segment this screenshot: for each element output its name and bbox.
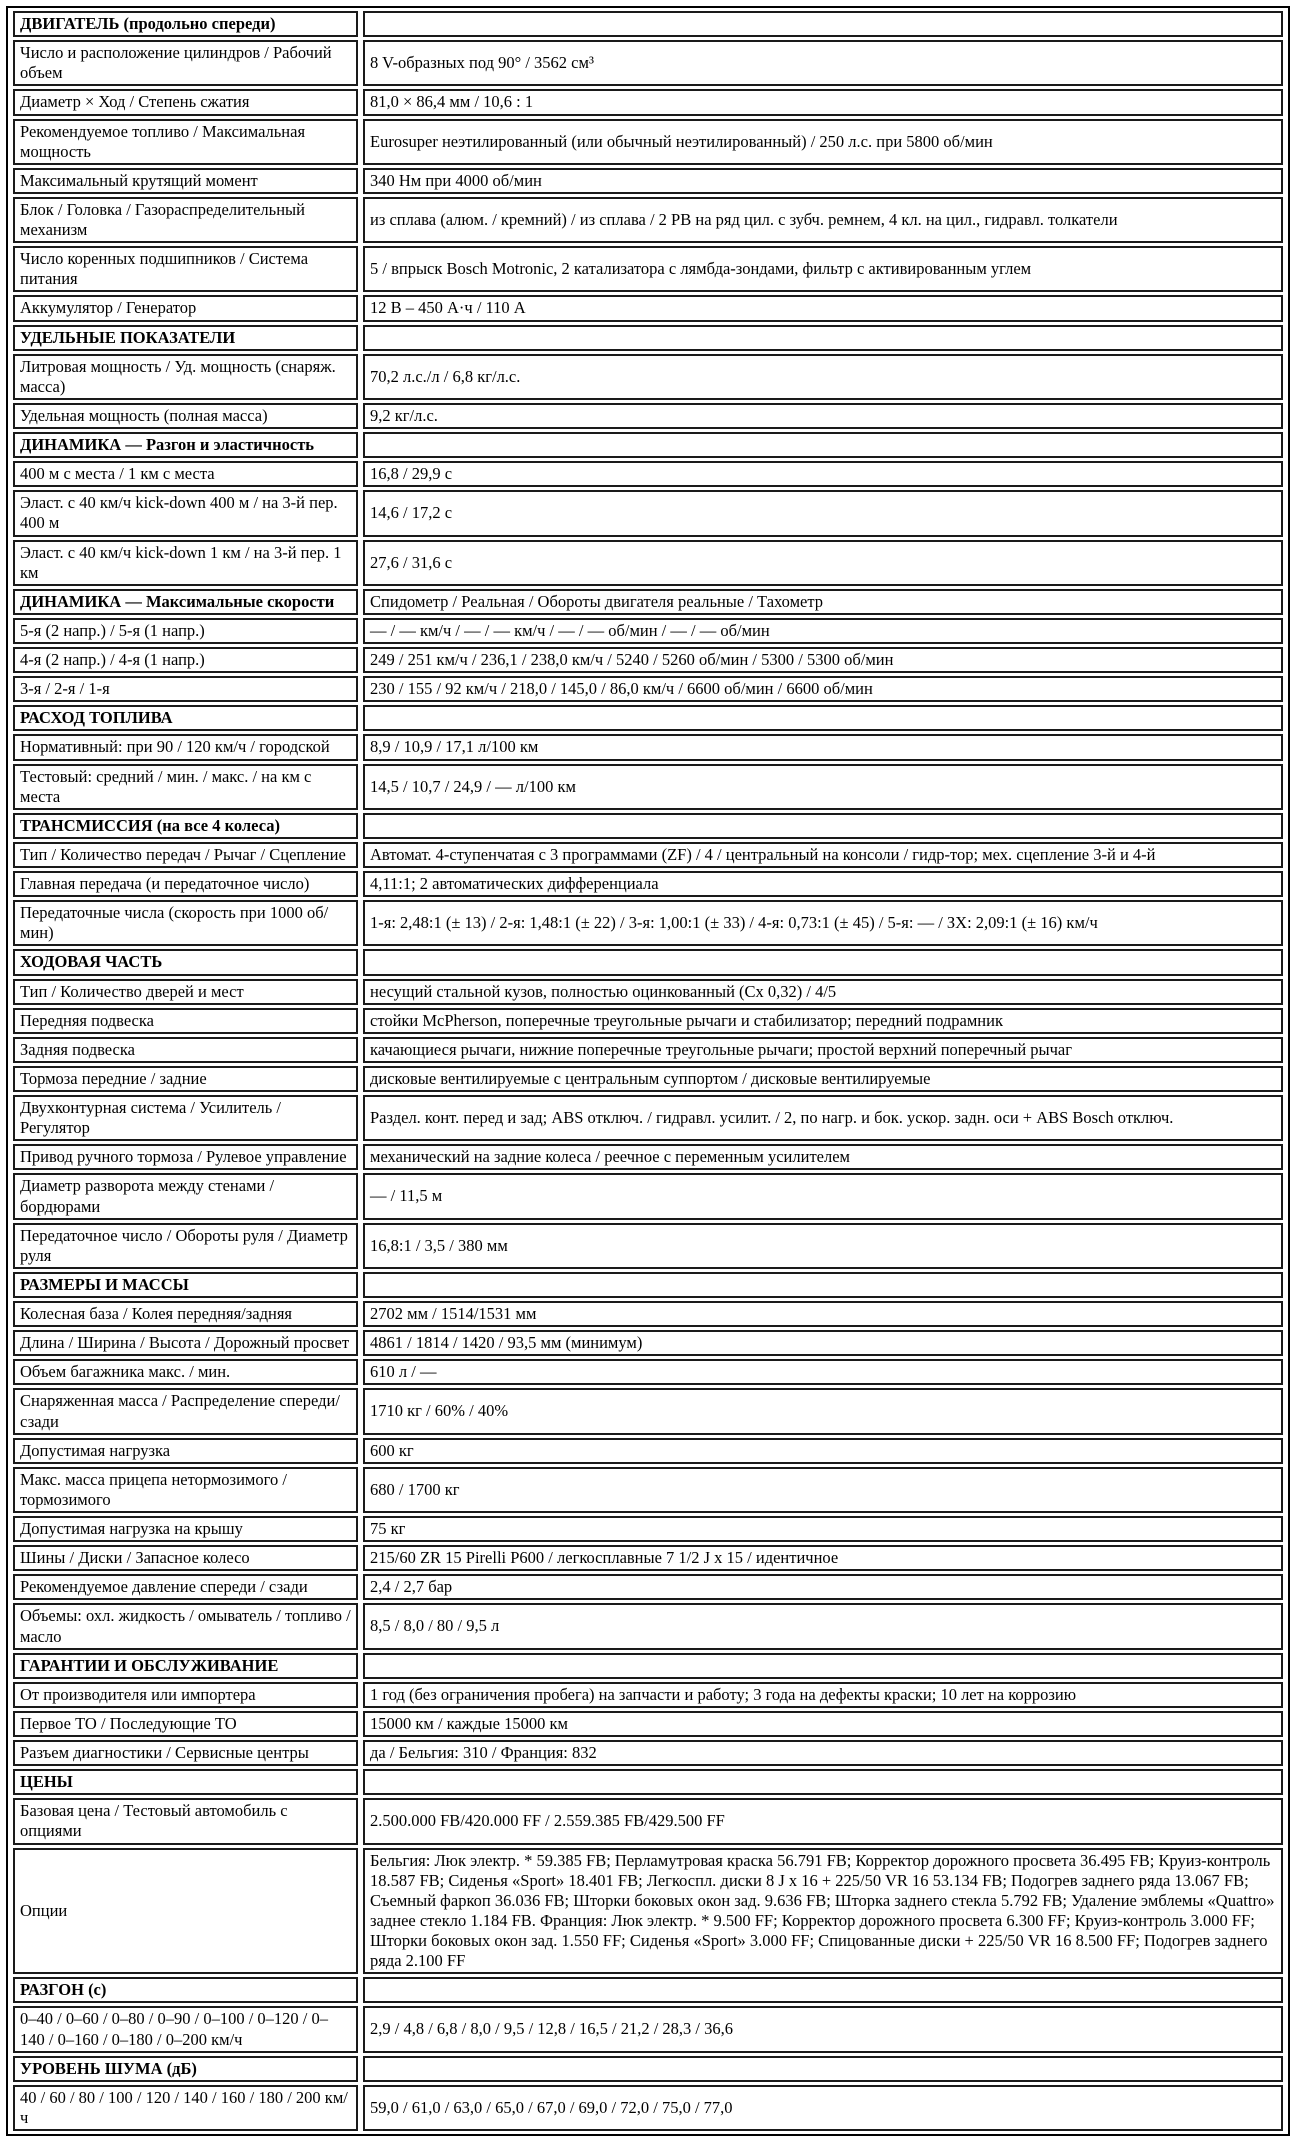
row-value: 5 / впрыск Bosch Motronic, 2 катализатора с лямбда-зондами, фильтр с активированным углем — [363, 246, 1283, 292]
table-row — [13, 1223, 1283, 1269]
row-value: несущий стальной кузов, полностью оцинкованный (Сх 0,32) / 4/5 — [363, 979, 1283, 1005]
table-row — [13, 2085, 1283, 2131]
row-label: Тип / Количество передач / Рычаг / Сцепление — [13, 842, 358, 868]
row-value: 2.500.000 FB/420.000 FF / 2.559.385 FB/429.500 FF — [363, 1798, 1283, 1844]
row-label: Задняя подвеска — [13, 1037, 358, 1063]
row-value: 12 В – 450 А·ч / 110 А — [363, 295, 1283, 321]
section-header-row — [13, 325, 1283, 351]
table-row — [13, 246, 1283, 292]
table-row — [13, 647, 1283, 673]
section-header-label: ТРАНСМИССИЯ (на все 4 колеса) — [13, 813, 358, 839]
row-value: да / Бельгия: 310 / Франция: 832 — [363, 1740, 1283, 1766]
row-label: Объемы: охл. жидкость / омыватель / топливо / масло — [13, 1603, 358, 1649]
row-value — [363, 1653, 1283, 1679]
row-label: Рекомендуемое топливо / Максимальная мощность — [13, 119, 358, 165]
table-row — [13, 89, 1283, 115]
section-header-label: УДЕЛЬНЫЕ ПОКАЗАТЕЛИ — [13, 325, 358, 351]
table-row — [13, 900, 1283, 946]
row-value: 8,9 / 10,9 / 17,1 л/100 км — [363, 734, 1283, 760]
row-value: 70,2 л.с./л / 6,8 кг/л.с. — [363, 354, 1283, 400]
row-label: Тестовый: средний / мин. / макс. / на км с места — [13, 764, 358, 810]
row-value: Бельгия: Люк электр. * 59.385 FB; Перламутровая краска 56.791 FB; Корректор дорожного просвета 36.495 FB; Круиз-контроль 18.587 FB; Сиденья «Sport» 18.401 FB; Легкоспл. диски 8 J x 16 + 225/50 VR 16 53.134 FB; Подогрев заднего ряда 13.067 FB; Съемный фаркоп 36.036 FB; Шторки боковых окон зад. 9.636 FB; Шторка заднего стекла 5.792 FB; Удаление эмблемы «Quattro» заднее стекло 1.184 FB. Франция: Люк электр. * 9.500 FF; Корректор дорожного просвета 6.300 FF; Круиз-контроль 3.000 FF; Шторки боковых окон зад. 1.550 FF; Сиденья «Sport» 3.000 FF; Спицованные диски + 225/50 VR 16 8.500 FF; Подогрев заднего ряда 2.100 FF — [363, 1848, 1283, 1975]
row-value: 4861 / 1814 / 1420 / 93,5 мм (минимум) — [363, 1330, 1283, 1356]
table-row — [13, 1467, 1283, 1513]
table-row — [13, 168, 1283, 194]
table-row — [13, 1740, 1283, 1766]
row-value: 14,5 / 10,7 / 24,9 / — л/100 км — [363, 764, 1283, 810]
row-value — [363, 325, 1283, 351]
row-value: 4,11:1; 2 автоматических дифференциала — [363, 871, 1283, 897]
row-label: 0–40 / 0–60 / 0–80 / 0–90 / 0–100 / 0–120 / 0–140 / 0–160 / 0–180 / 0–200 км/ч — [13, 2006, 358, 2052]
row-value: 1710 кг / 60% / 40% — [363, 1388, 1283, 1434]
row-label: Колесная база / Колея передняя/задняя — [13, 1301, 358, 1327]
row-label: Удельная мощность (полная масса) — [13, 403, 358, 429]
section-header-row — [13, 813, 1283, 839]
table-row — [13, 2006, 1283, 2052]
row-value: 14,6 / 17,2 с — [363, 490, 1283, 536]
table-row — [13, 1682, 1283, 1708]
row-value: 8 V-образных под 90° / 3562 см³ — [363, 40, 1283, 86]
row-label: Допустимая нагрузка на крышу — [13, 1516, 358, 1542]
table-row — [13, 540, 1283, 586]
table-row — [13, 1711, 1283, 1737]
row-value: — / — км/ч / — / — км/ч / — / — об/мин / — / — об/мин — [363, 618, 1283, 644]
row-label: Нормативный: при 90 / 120 км/ч / городской — [13, 734, 358, 760]
table-row — [13, 676, 1283, 702]
row-value: Спидометр / Реальная / Обороты двигателя реальные / Тахометр — [363, 589, 1283, 615]
section-header-row — [13, 705, 1283, 731]
section-header-row — [13, 1653, 1283, 1679]
row-value: стойки McPherson, поперечные треугольные рычаги и стабилизатор; передний подрамник — [363, 1008, 1283, 1034]
row-value: 1-я: 2,48:1 (± 13) / 2-я: 1,48:1 (± 22) / 3-я: 1,00:1 (± 33) / 4-я: 0,73:1 (± 45) / 5-я: — / ЗХ: 2,09:1 (± 16) км/ч — [363, 900, 1283, 946]
row-label: Макс. масса прицепа нетормозимого / тормозимого — [13, 1467, 358, 1513]
row-label: Объем багажника макс. / мин. — [13, 1359, 358, 1385]
row-value: 16,8 / 29,9 с — [363, 461, 1283, 487]
row-label: Привод ручного тормоза / Рулевое управление — [13, 1144, 358, 1170]
row-label: 5-я (2 напр.) / 5-я (1 напр.) — [13, 618, 358, 644]
row-label: Литровая мощность / Уд. мощность (снаряж. масса) — [13, 354, 358, 400]
row-value — [363, 2056, 1283, 2082]
row-value: 230 / 155 / 92 км/ч / 218,0 / 145,0 / 86,0 км/ч / 6600 об/мин / 6600 об/мин — [363, 676, 1283, 702]
section-header-label: ГАРАНТИИ И ОБСЛУЖИВАНИЕ — [13, 1653, 358, 1679]
table-row — [13, 1066, 1283, 1092]
row-value: 27,6 / 31,6 с — [363, 540, 1283, 586]
table-row — [13, 871, 1283, 897]
row-value — [363, 1272, 1283, 1298]
row-label: Эласт. с 40 км/ч kick-down 400 м / на 3-й пер. 400 м — [13, 490, 358, 536]
section-header-label: ХОДОВАЯ ЧАСТЬ — [13, 949, 358, 975]
row-value: — / 11,5 м — [363, 1173, 1283, 1219]
table-row — [13, 1359, 1283, 1385]
row-value — [363, 949, 1283, 975]
row-value: Раздел. конт. перед и зад; ABS отключ. / гидравл. усилит. / 2, по нагр. и бок. ускор. задн. оси + ABS Bosch отключ. — [363, 1095, 1283, 1141]
row-value — [363, 432, 1283, 458]
row-label: Диаметр разворота между стенами / бордюрами — [13, 1173, 358, 1219]
table-row — [13, 1574, 1283, 1600]
row-label: Аккумулятор / Генератор — [13, 295, 358, 321]
row-label: Рекомендуемое давление спереди / сзади — [13, 1574, 358, 1600]
row-value: 81,0 × 86,4 мм / 10,6 : 1 — [363, 89, 1283, 115]
row-value — [363, 1769, 1283, 1795]
row-value — [363, 1977, 1283, 2003]
row-value: 1 год (без ограничения пробега) на запчасти и работу; 3 года на дефекты краски; 10 лет на коррозию — [363, 1682, 1283, 1708]
table-row — [13, 403, 1283, 429]
section-header-row — [13, 2056, 1283, 2082]
row-label: Опции — [13, 1848, 358, 1975]
table-row — [13, 490, 1283, 536]
row-value — [363, 705, 1283, 731]
row-value: Автомат. 4-ступенчатая с 3 программами (ZF) / 4 / центральный на консоли / гидр-тор; мех. сцепление 3-й и 4-й — [363, 842, 1283, 868]
row-value: 2702 мм / 1514/1531 мм — [363, 1301, 1283, 1327]
section-header-label: ДВИГАТЕЛЬ (продольно спереди) — [13, 11, 358, 37]
section-header-label: РАЗМЕРЫ И МАССЫ — [13, 1272, 358, 1298]
spec-table — [6, 6, 1290, 2136]
row-value: 610 л / — — [363, 1359, 1283, 1385]
section-header-label: РАСХОД ТОПЛИВА — [13, 705, 358, 731]
table-row — [13, 1330, 1283, 1356]
table-row — [13, 764, 1283, 810]
row-label: От производителя или импортера — [13, 1682, 358, 1708]
row-label: Разъем диагностики / Сервисные центры — [13, 1740, 358, 1766]
row-value: 680 / 1700 кг — [363, 1467, 1283, 1513]
row-label: 400 м с места / 1 км с места — [13, 461, 358, 487]
row-value: качающиеся рычаги, нижние поперечные треугольные рычаги; простой верхний поперечный рычаг — [363, 1037, 1283, 1063]
table-row — [13, 1798, 1283, 1844]
section-header-row — [13, 11, 1283, 37]
table-row — [13, 618, 1283, 644]
row-label: Снаряженная масса / Распределение спереди/сзади — [13, 1388, 358, 1434]
row-value: 2,4 / 2,7 бар — [363, 1574, 1283, 1600]
row-label: Длина / Ширина / Высота / Дорожный просвет — [13, 1330, 358, 1356]
row-value: 600 кг — [363, 1438, 1283, 1464]
row-label: Передняя подвеска — [13, 1008, 358, 1034]
table-row — [13, 1173, 1283, 1219]
table-row — [13, 1037, 1283, 1063]
row-label: Первое ТО / Последующие ТО — [13, 1711, 358, 1737]
row-label: Максимальный крутящий момент — [13, 168, 358, 194]
section-header-row — [13, 949, 1283, 975]
row-label: Диаметр × Ход / Степень сжатия — [13, 89, 358, 115]
row-label: Допустимая нагрузка — [13, 1438, 358, 1464]
table-row — [13, 295, 1283, 321]
row-label: Число коренных подшипников / Система питания — [13, 246, 358, 292]
row-value: 9,2 кг/л.с. — [363, 403, 1283, 429]
table-row — [13, 197, 1283, 243]
row-label: Передаточные числа (скорость при 1000 об/мин) — [13, 900, 358, 946]
section-header-row — [13, 432, 1283, 458]
row-value — [363, 813, 1283, 839]
row-label: Передаточное число / Обороты руля / Диаметр руля — [13, 1223, 358, 1269]
row-value: 340 Нм при 4000 об/мин — [363, 168, 1283, 194]
section-header-row — [13, 1769, 1283, 1795]
row-value: 2,9 / 4,8 / 6,8 / 8,0 / 9,5 / 12,8 / 16,5 / 21,2 / 28,3 / 36,6 — [363, 2006, 1283, 2052]
row-label: Шины / Диски / Запасное колесо — [13, 1545, 358, 1571]
table-row — [13, 1388, 1283, 1434]
table-row — [13, 1008, 1283, 1034]
row-value — [363, 11, 1283, 37]
table-row — [13, 1545, 1283, 1571]
table-row — [13, 734, 1283, 760]
table-row — [13, 1095, 1283, 1141]
row-value: 59,0 / 61,0 / 63,0 / 65,0 / 67,0 / 69,0 / 72,0 / 75,0 / 77,0 — [363, 2085, 1283, 2131]
row-value: 16,8:1 / 3,5 / 380 мм — [363, 1223, 1283, 1269]
table-row — [13, 1144, 1283, 1170]
table-row — [13, 1301, 1283, 1327]
row-label: Эласт. с 40 км/ч kick-down 1 км / на 3-й пер. 1 км — [13, 540, 358, 586]
table-row — [13, 354, 1283, 400]
row-label: Двухконтурная система / Усилитель / Регулятор — [13, 1095, 358, 1141]
row-value: из сплава (алюм. / кремний) / из сплава / 2 РВ на ряд цил. с зубч. ремнем, 4 кл. на цил., гидравл. толкатели — [363, 197, 1283, 243]
row-label: Тип / Количество дверей и мест — [13, 979, 358, 1005]
table-row — [13, 119, 1283, 165]
spec-table-body — [13, 11, 1283, 2131]
row-label: Блок / Головка / Газораспределительный механизм — [13, 197, 358, 243]
table-row — [13, 1438, 1283, 1464]
row-value: дисковые вентилируемые с центральным суппортом / дисковые вентилируемые — [363, 1066, 1283, 1092]
section-header-label: ДИНАМИКА — Максимальные скорости — [13, 589, 358, 615]
table-row — [13, 979, 1283, 1005]
row-label: 3-я / 2-я / 1-я — [13, 676, 358, 702]
section-header-label: РАЗГОН (с) — [13, 1977, 358, 2003]
section-header-row — [13, 589, 1283, 615]
row-value: 215/60 ZR 15 Pirelli P600 / легкосплавные 7 1/2 J x 15 / идентичное — [363, 1545, 1283, 1571]
table-row — [13, 1848, 1283, 1975]
section-header-row — [13, 1272, 1283, 1298]
row-label: 4-я (2 напр.) / 4-я (1 напр.) — [13, 647, 358, 673]
table-row — [13, 461, 1283, 487]
table-row — [13, 40, 1283, 86]
table-row — [13, 842, 1283, 868]
row-value: Eurosuper неэтилированный (или обычный неэтилированный) / 250 л.с. при 5800 об/мин — [363, 119, 1283, 165]
section-header-label: ЦЕНЫ — [13, 1769, 358, 1795]
row-label: Число и расположение цилиндров / Рабочий объем — [13, 40, 358, 86]
section-header-label: ДИНАМИКА — Разгон и эластичность — [13, 432, 358, 458]
row-label: Базовая цена / Тестовый автомобиль с опциями — [13, 1798, 358, 1844]
section-header-label: УРОВЕНЬ ШУМА (дБ) — [13, 2056, 358, 2082]
row-value: механический на задние колеса / реечное с переменным усилителем — [363, 1144, 1283, 1170]
table-row — [13, 1603, 1283, 1649]
table-row — [13, 1516, 1283, 1542]
row-label: Главная передача (и передаточное число) — [13, 871, 358, 897]
row-value: 8,5 / 8,0 / 80 / 9,5 л — [363, 1603, 1283, 1649]
row-value: 75 кг — [363, 1516, 1283, 1542]
row-label: Тормоза передние / задние — [13, 1066, 358, 1092]
row-value: 249 / 251 км/ч / 236,1 / 238,0 км/ч / 5240 / 5260 об/мин / 5300 / 5300 об/мин — [363, 647, 1283, 673]
section-header-row — [13, 1977, 1283, 2003]
row-label: 40 / 60 / 80 / 100 / 120 / 140 / 160 / 180 / 200 км/ч — [13, 2085, 358, 2131]
row-value: 15000 км / каждые 15000 км — [363, 1711, 1283, 1737]
